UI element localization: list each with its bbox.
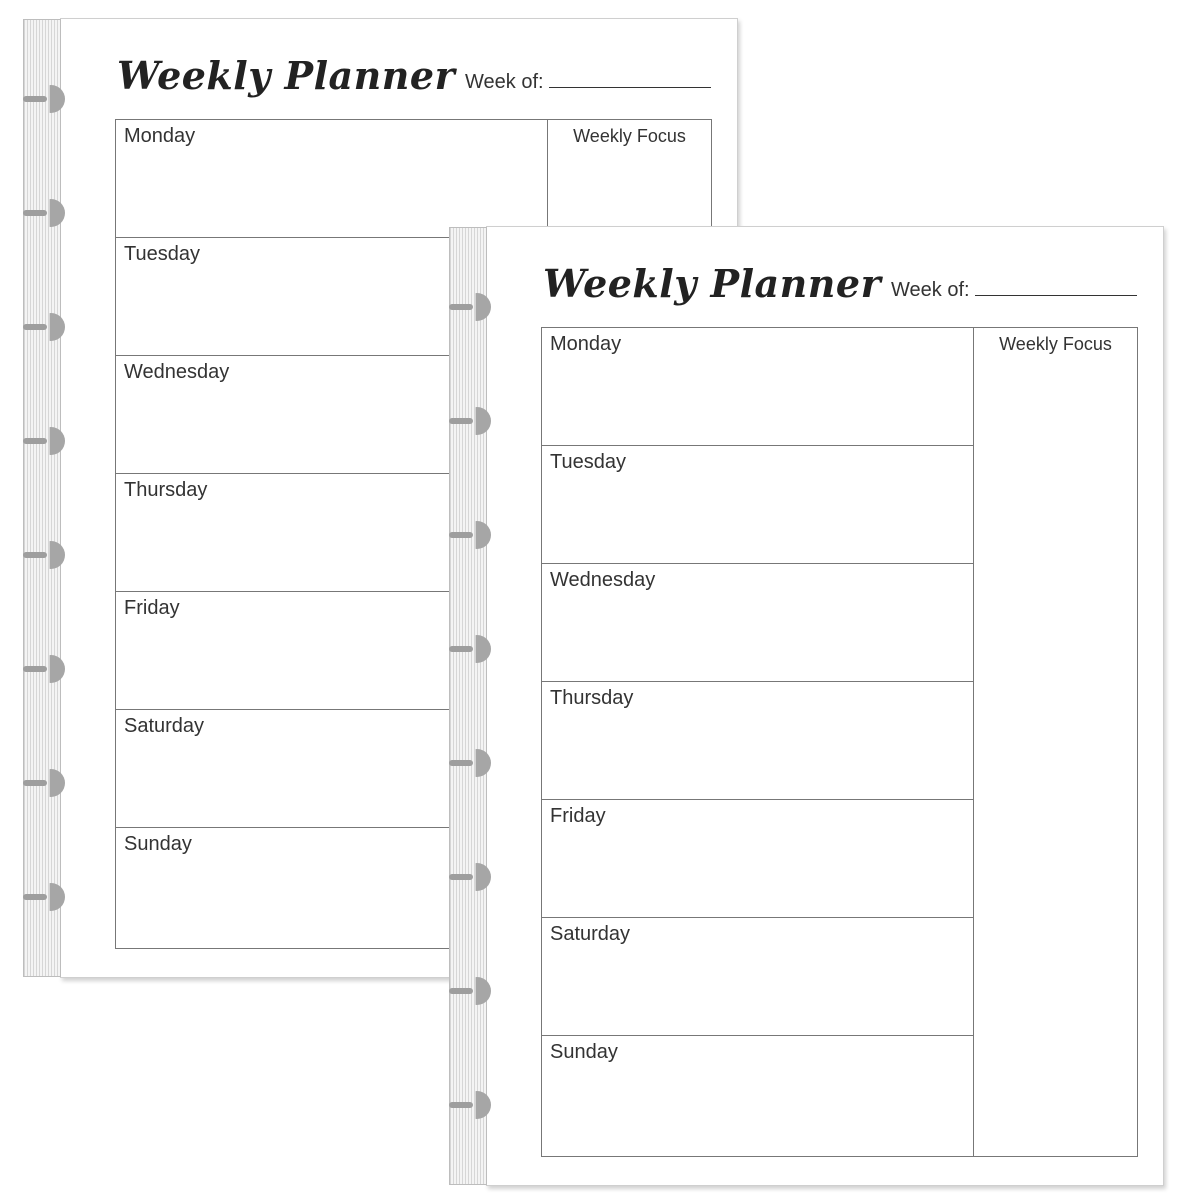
binder-tab-icon (449, 521, 505, 549)
week-of-field[interactable] (549, 87, 711, 88)
binder-tab-icon (23, 199, 79, 227)
day-label: Monday (124, 125, 196, 147)
binder-tab-icon (449, 407, 505, 435)
binder-tab-icon (449, 977, 505, 1005)
day-row-friday[interactable] (542, 800, 974, 918)
day-label: Monday (550, 333, 622, 355)
week-of-field[interactable] (975, 295, 1137, 296)
binder-tab-icon (449, 293, 505, 321)
day-label: Friday (550, 805, 606, 827)
day-label: Sunday (550, 1041, 618, 1063)
binder-tab-icon (23, 655, 79, 683)
page-stack-edge (449, 227, 487, 1185)
day-label: Tuesday (124, 243, 200, 265)
day-label: Wednesday (550, 569, 656, 591)
day-row-sunday[interactable] (542, 1036, 974, 1156)
binder-tab-icon (23, 769, 79, 797)
day-label: Friday (124, 597, 180, 619)
page-title: Weekly Planner (117, 53, 456, 98)
weekly-focus-label: Weekly Focus (573, 126, 686, 146)
planner-sheet-front (486, 226, 1164, 1186)
binder-tab-icon (23, 427, 79, 455)
weekly-focus-column[interactable] (973, 328, 1137, 1156)
page-stack-edge (23, 19, 61, 977)
day-label: Saturday (124, 715, 205, 737)
day-label: Saturday (550, 923, 631, 945)
week-of-label: Week of: (465, 71, 544, 93)
binder-tab-icon (449, 635, 505, 663)
day-row-tuesday[interactable] (542, 446, 974, 564)
day-row-monday[interactable] (542, 328, 974, 446)
binder-tab-icon (23, 541, 79, 569)
day-row-saturday[interactable] (542, 918, 974, 1036)
day-label: Sunday (124, 833, 192, 855)
page-title: Weekly Planner (543, 261, 882, 306)
day-row-monday[interactable] (116, 120, 548, 238)
binder-tab-icon (23, 883, 79, 911)
day-row-wednesday[interactable] (542, 564, 974, 682)
week-of-label: Week of: (891, 279, 970, 301)
binder-tab-icon (449, 749, 505, 777)
weekly-focus-label: Weekly Focus (999, 334, 1112, 354)
day-label: Tuesday (550, 451, 626, 473)
binder-tab-icon (23, 313, 79, 341)
day-label: Wednesday (124, 361, 230, 383)
planner-grid (541, 327, 1138, 1157)
binder-tab-icon (449, 863, 505, 891)
day-row-thursday[interactable] (542, 682, 974, 800)
binder-tab-icon (23, 85, 79, 113)
day-label: Thursday (550, 687, 634, 709)
binder-tab-icon (449, 1091, 505, 1119)
day-label: Thursday (124, 479, 208, 501)
